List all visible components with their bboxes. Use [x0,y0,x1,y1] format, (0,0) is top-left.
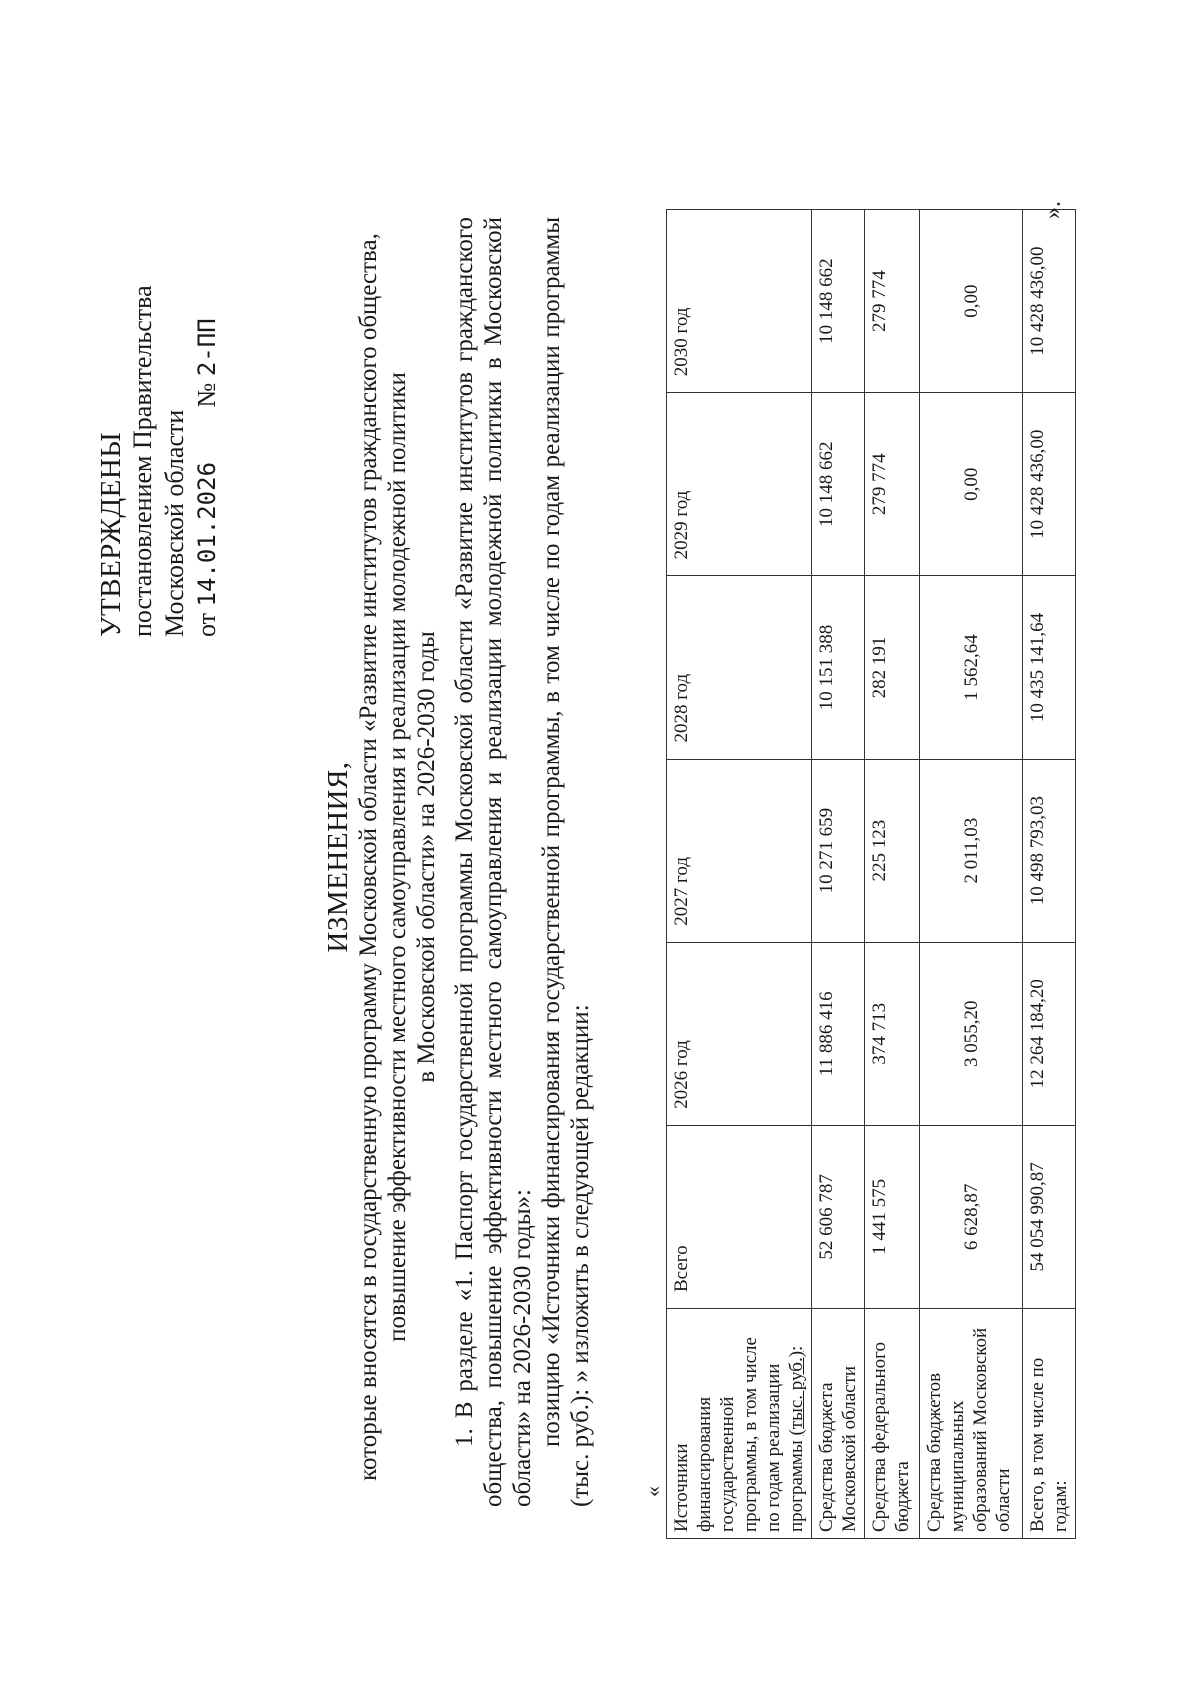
table-cell: 0,00 [920,393,1023,576]
column-header: 2027 год [667,759,812,942]
table-cell: 282 191 [865,576,920,759]
table-cell: 10 428 436,00 [1023,393,1076,576]
approval-number: 2-ПП [193,318,221,377]
table-row [812,210,865,1539]
table-cell: 3 055,20 [920,942,1023,1125]
column-header: 2028 год [667,576,812,759]
table-total-row [1023,210,1076,1539]
closing-quote-mark: ». [1040,201,1066,219]
table-cell: 10 148 662 [812,210,865,393]
approval-stamp-block [95,177,223,637]
table-header-row [667,210,812,1539]
table-row [865,210,920,1539]
table-cell: 10 498 793,03 [1023,759,1076,942]
approval-date: 14.01.2026 [193,461,221,607]
approval-line-2: Московской области [160,409,189,637]
row-label: Средства федерального бюджета [865,1309,920,1539]
table-cell: 10 271 659 [812,759,865,942]
heading-line-1: которые вносятся в государственную программу Московской области «Развитие институтов гражданского общества, [355,233,382,1481]
heading-line-2: повышение эффективности местного самоуправления и реализации молодежной политики [384,372,411,1342]
financing-table [666,209,1076,1539]
table-row [920,210,1023,1539]
table-cell: 1 562,64 [920,576,1023,759]
row-label: Средства бюджетов муниципальных образований Московской области [920,1309,1023,1539]
document-body [450,217,595,1507]
header-label-main: Источники финансирования государственной программы, в том числе по годам реализации программы [671,1337,807,1532]
document-heading [322,207,441,1507]
table-cell: 11 886 416 [812,942,865,1125]
table-cell: 10 148 662 [812,393,865,576]
header-label-colon: : [786,1345,807,1351]
table-cell: 6 628,87 [920,1125,1023,1308]
table-cell: 279 774 [865,210,920,393]
table-cell: 10 435 141,64 [1023,576,1076,759]
approval-title: УТВЕРЖДЕНЫ [95,431,127,637]
table-cell: 279 774 [865,393,920,576]
table-cell: 52 606 787 [812,1125,865,1308]
document-title: ИЗМЕНЕНИЯ, [322,761,354,953]
column-header: 2026 год [667,942,812,1125]
table-cell: 0,00 [920,210,1023,393]
table-cell: 1 441 575 [865,1125,920,1308]
column-header: 2029 год [667,393,812,576]
table-cell: 10 151 388 [812,576,865,759]
table-cell: 2 011,03 [920,759,1023,942]
table-cell: 12 264 184,20 [1023,942,1076,1125]
heading-line-3: в Московской области» на 2026-2030 годы [413,631,440,1083]
table-header-label [667,1309,812,1539]
header-label-unit: (тыс. руб.) [786,1350,807,1436]
table-cell: 10 428 436,00 [1023,210,1076,393]
row-label: Всего, в том числе по годам: [1023,1309,1076,1539]
opening-quote-mark: « [640,1486,665,1497]
table-cell: 374 713 [865,942,920,1125]
row-label: Средства бюджета Московской области [812,1309,865,1539]
table-cell: 54 054 990,87 [1023,1125,1076,1308]
body-paragraph-1: 1. В разделе «1. Паспорт государственной программы Московской области «Развитие институтов гражданского общества, повышение эффективности местного самоуправления и реализации молодежной политики в Московской области» на 2026-2030 годы»: [451,217,536,1507]
table-cell: 225 123 [865,759,920,942]
approval-line-1: постановлением Правительства [128,285,157,637]
approval-number-sign: № [192,382,221,408]
body-paragraph-2: позицию «Источники финансирования государственной программы, в том числе по годам реализации программы (тыс. руб.): » изложить в следующей редакции: [538,217,594,1507]
approval-date-line [191,177,223,637]
column-header: Всего [667,1125,812,1308]
column-header: 2030 год [667,210,812,393]
approval-date-prefix: от [192,612,221,637]
